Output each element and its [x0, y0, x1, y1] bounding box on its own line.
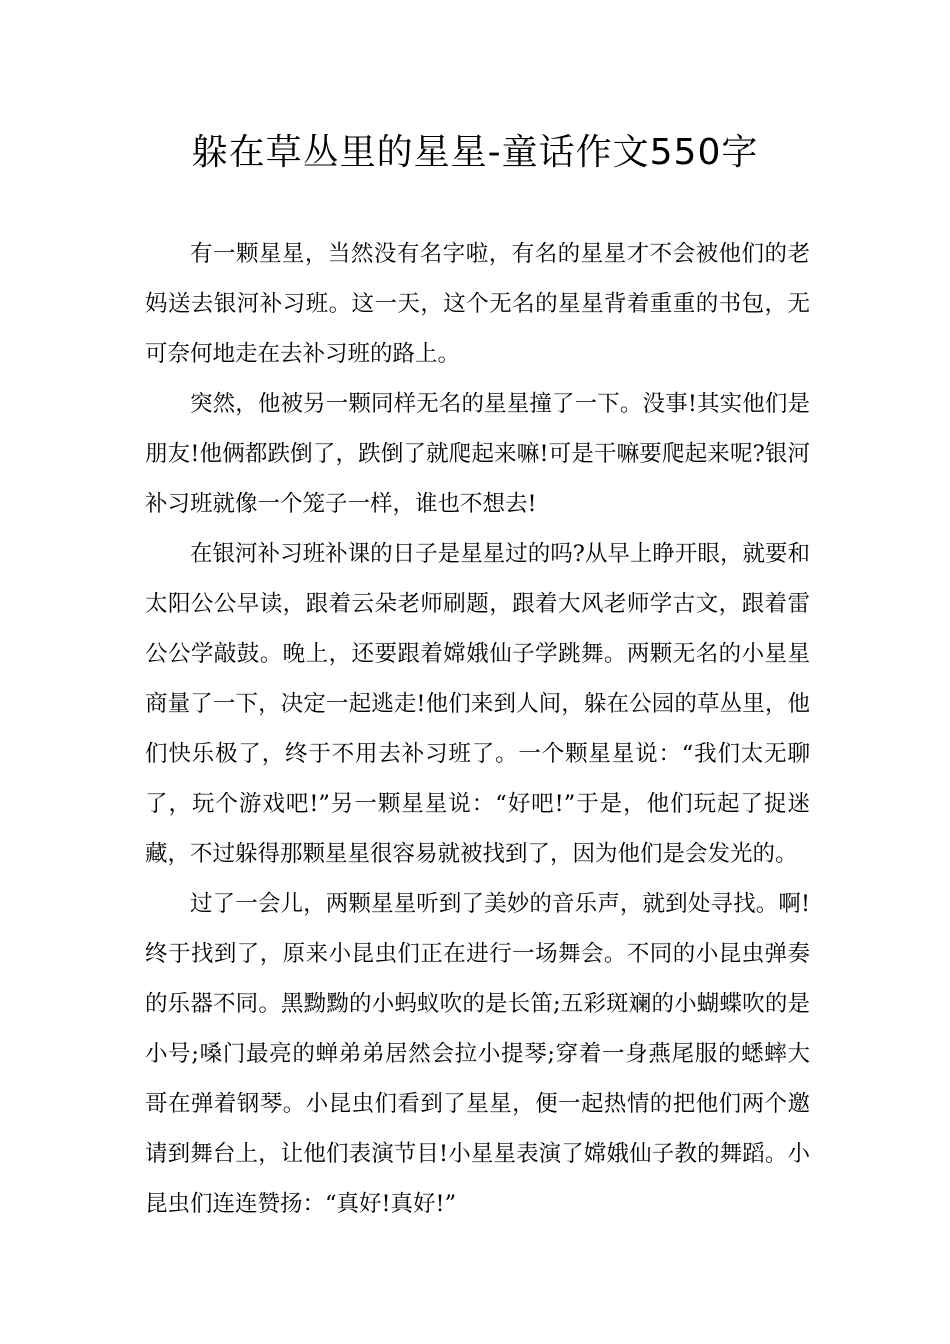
paragraph: 有一颗星星，当然没有名字啦，有名的星星才不会被他们的老妈送去银河补习班。这一天，这个无名的星星背着重重的书包，无可奈何地走在去补习班的路上。 — [145, 241, 810, 367]
paragraph: 在银河补习班补课的日子是星星过的吗?从早上睁开眼，就要和太阳公公早读，跟着云朵老师刷题，跟着大风老师学古文，跟着雷公公学敲鼓。晚上，还要跟着嫦娥仙子学跳舞。两颗无名的小星星商量了一下，决定一起逃走!他们来到人间，躲在公园的草丛里，他们快乐极了，终于不用去补习班了。一个颗星星说：“我们太无聊了，玩个游戏吧!”另一颗星星说：“好吧!”于是，他们玩起了捉迷藏，不过躲得那颗星星很容易就被找到了，因为他们是会发光的。 — [145, 541, 810, 867]
document-body — [145, 229, 810, 1229]
document-title: 躲在草丛里的星星-童话作文550字 — [191, 132, 759, 173]
paragraph: 过了一会儿，两颗星星听到了美妙的音乐声，就到处寻找。啊!终于找到了，原来小昆虫们正在进行一场舞会。不同的小昆虫弹奏的乐器不同。黑黝黝的小蚂蚁吹的是长笛;五彩斑斓的小蝴蝶吹的是小号;嗓门最亮的蝉弟弟居然会拉小提琴;穿着一身燕尾服的蟋蟀大哥在弹着钢琴。小昆虫们看到了星星，便一起热情的把他们两个邀请到舞台上，让他们表演节目!小星星表演了嫦娥仙子教的舞蹈。小昆虫们连连赞扬：“真好!真好!” — [145, 891, 810, 1217]
paragraph: 突然，他被另一颗同样无名的星星撞了一下。没事!其实他们是朋友!他俩都跌倒了，跌倒了就爬起来嘛!可是干嘛要爬起来呢?银河补习班就像一个笼子一样，谁也不想去! — [145, 391, 810, 517]
